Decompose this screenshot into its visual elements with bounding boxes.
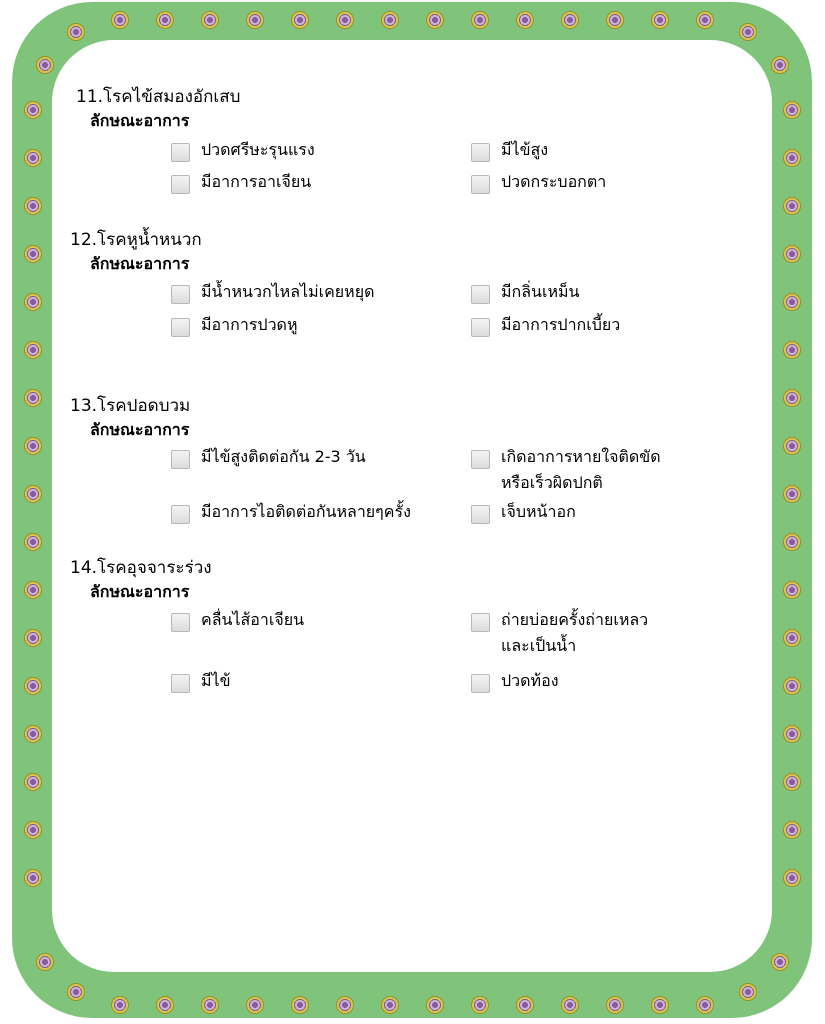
ornament-icon	[24, 581, 42, 599]
checkbox-label: เกิดอาการหายใจติดขัด หรือเร็วผิดปกติ	[501, 447, 661, 492]
ornament-icon	[24, 389, 42, 407]
ornament-icon	[783, 437, 801, 455]
checkbox-label: มีอาการไอติดต่อกันหลายๆครั้ง	[201, 502, 411, 521]
ornament-icon	[783, 485, 801, 503]
checkbox-label: มีไข้สูงติดต่อกัน 2-3 วัน	[201, 447, 366, 466]
ornament-icon	[471, 996, 489, 1014]
checkbox[interactable]	[471, 143, 490, 162]
ornament-icon	[24, 533, 42, 551]
symptom-checkbox-option[interactable]	[171, 173, 311, 195]
symptom-checkbox-option[interactable]	[471, 611, 648, 659]
checkbox[interactable]	[171, 143, 190, 162]
ornament-icon	[516, 996, 534, 1014]
ornament-icon	[24, 101, 42, 119]
ornament-icon	[24, 197, 42, 215]
ornament-icon	[381, 996, 399, 1014]
checkbox-label: มีอาการปากเบี้ยว	[501, 315, 621, 334]
ornament-icon	[696, 996, 714, 1014]
ornament-icon	[561, 11, 579, 29]
ornament-icon	[24, 821, 42, 839]
checkbox[interactable]	[171, 318, 190, 337]
ornament-icon	[783, 773, 801, 791]
ornament-icon	[561, 996, 579, 1014]
ornament-icon	[24, 437, 42, 455]
ornament-icon	[783, 821, 801, 839]
checkbox[interactable]	[171, 450, 190, 469]
ornament-icon	[201, 996, 219, 1014]
checkbox-label: มีน้ำหนวกไหลไม่เคยหยุด	[201, 282, 375, 301]
section-11-subheading: ลักษณะอาการ	[90, 111, 190, 130]
ornament-icon	[381, 11, 399, 29]
checkbox-label: ปวดกระบอกตา	[501, 172, 607, 191]
ornament-icon	[471, 11, 489, 29]
checkbox[interactable]	[471, 613, 490, 632]
section-11-heading: 11.โรคไข้สมองอักเสบ	[76, 87, 241, 107]
ornament-icon	[783, 725, 801, 743]
symptom-checkbox-option[interactable]	[471, 173, 606, 195]
symptom-checkbox-option[interactable]	[171, 503, 411, 525]
ornament-icon	[67, 23, 85, 41]
ornament-icon	[111, 11, 129, 29]
checkbox-label: คลื่นไส้อาเจียน	[201, 610, 305, 629]
checkbox-label: มีไข้สูง	[501, 140, 549, 159]
section-14-subheading: ลักษณะอาการ	[90, 582, 190, 601]
symptom-checkbox-option[interactable]	[471, 141, 548, 163]
ornament-icon	[24, 341, 42, 359]
symptom-checkbox-option[interactable]	[471, 672, 559, 694]
ornament-icon	[36, 56, 54, 74]
ornament-icon	[24, 149, 42, 167]
ornament-icon	[783, 677, 801, 695]
symptom-checkbox-option[interactable]	[471, 503, 576, 525]
ornament-icon	[783, 341, 801, 359]
ornament-icon	[771, 953, 789, 971]
ornament-icon	[783, 149, 801, 167]
ornament-icon	[24, 677, 42, 695]
ornament-icon	[783, 197, 801, 215]
ornament-icon	[426, 996, 444, 1014]
form-page	[52, 40, 772, 972]
ornament-icon	[24, 485, 42, 503]
symptom-checkbox-option[interactable]	[171, 283, 374, 305]
checkbox-label: ปวดศรีษะรุนแรง	[201, 140, 315, 159]
ornament-icon	[606, 11, 624, 29]
symptom-checkbox-option[interactable]	[471, 448, 661, 496]
checkbox-label: ถ่ายบ่อยครั้งถ่ายเหลว และเป็นน้ำ	[501, 610, 649, 655]
section-13-heading: 13.โรคปอดบวม	[70, 396, 191, 416]
checkbox-label: มีกลิ่นเหม็น	[501, 282, 580, 301]
ornament-icon	[336, 11, 354, 29]
section-13-subheading: ลักษณะอาการ	[90, 420, 190, 439]
ornament-icon	[783, 629, 801, 647]
checkbox[interactable]	[171, 175, 190, 194]
ornament-icon	[36, 953, 54, 971]
ornament-icon	[336, 996, 354, 1014]
checkbox[interactable]	[471, 175, 490, 194]
checkbox[interactable]	[471, 318, 490, 337]
checkbox[interactable]	[471, 285, 490, 304]
ornament-icon	[24, 725, 42, 743]
symptom-checkbox-option[interactable]	[171, 316, 297, 338]
ornament-icon	[24, 629, 42, 647]
checkbox-label: มีไข้	[201, 671, 231, 690]
checkbox-label: มีอาการปวดหู	[201, 315, 298, 334]
ornament-icon	[739, 23, 757, 41]
checkbox[interactable]	[171, 613, 190, 632]
symptom-checkbox-option[interactable]	[171, 448, 366, 470]
symptom-checkbox-option[interactable]	[171, 611, 304, 633]
checkbox[interactable]	[171, 285, 190, 304]
checkbox-label: ปวดท้อง	[501, 671, 559, 690]
ornament-icon	[783, 101, 801, 119]
symptom-checkbox-option[interactable]	[171, 141, 315, 163]
checkbox[interactable]	[471, 450, 490, 469]
ornament-icon	[783, 245, 801, 263]
symptom-checkbox-option[interactable]	[471, 316, 620, 338]
ornament-icon	[783, 869, 801, 887]
section-14-heading: 14.โรคอุจจาระร่วง	[70, 558, 212, 578]
section-12-subheading: ลักษณะอาการ	[90, 254, 190, 273]
symptom-checkbox-option[interactable]	[171, 672, 231, 694]
ornament-icon	[651, 11, 669, 29]
ornament-icon	[24, 869, 42, 887]
ornament-icon	[201, 11, 219, 29]
ornament-icon	[111, 996, 129, 1014]
checkbox-label: มีอาการอาเจียน	[201, 172, 312, 191]
ornament-icon	[516, 11, 534, 29]
section-12-heading: 12.โรคหูน้ำหนวก	[70, 230, 202, 250]
ornament-icon	[771, 56, 789, 74]
ornament-icon	[606, 996, 624, 1014]
ornament-icon	[156, 996, 174, 1014]
ornament-icon	[291, 11, 309, 29]
ornament-icon	[24, 773, 42, 791]
ornament-icon	[696, 11, 714, 29]
ornament-icon	[783, 581, 801, 599]
checkbox[interactable]	[171, 505, 190, 524]
ornament-icon	[426, 11, 444, 29]
ornament-icon	[246, 11, 264, 29]
checkbox[interactable]	[471, 674, 490, 693]
ornament-icon	[783, 293, 801, 311]
ornament-icon	[651, 996, 669, 1014]
ornament-icon	[783, 389, 801, 407]
ornament-icon	[246, 996, 264, 1014]
checkbox-label: เจ็บหน้าอก	[501, 502, 576, 521]
ornament-icon	[783, 533, 801, 551]
checkbox[interactable]	[171, 674, 190, 693]
symptom-checkbox-option[interactable]	[471, 283, 579, 305]
ornament-icon	[24, 245, 42, 263]
ornament-icon	[291, 996, 309, 1014]
ornament-icon	[739, 983, 757, 1001]
ornament-icon	[67, 983, 85, 1001]
checkbox[interactable]	[471, 505, 490, 524]
ornament-icon	[24, 293, 42, 311]
ornament-icon	[156, 11, 174, 29]
